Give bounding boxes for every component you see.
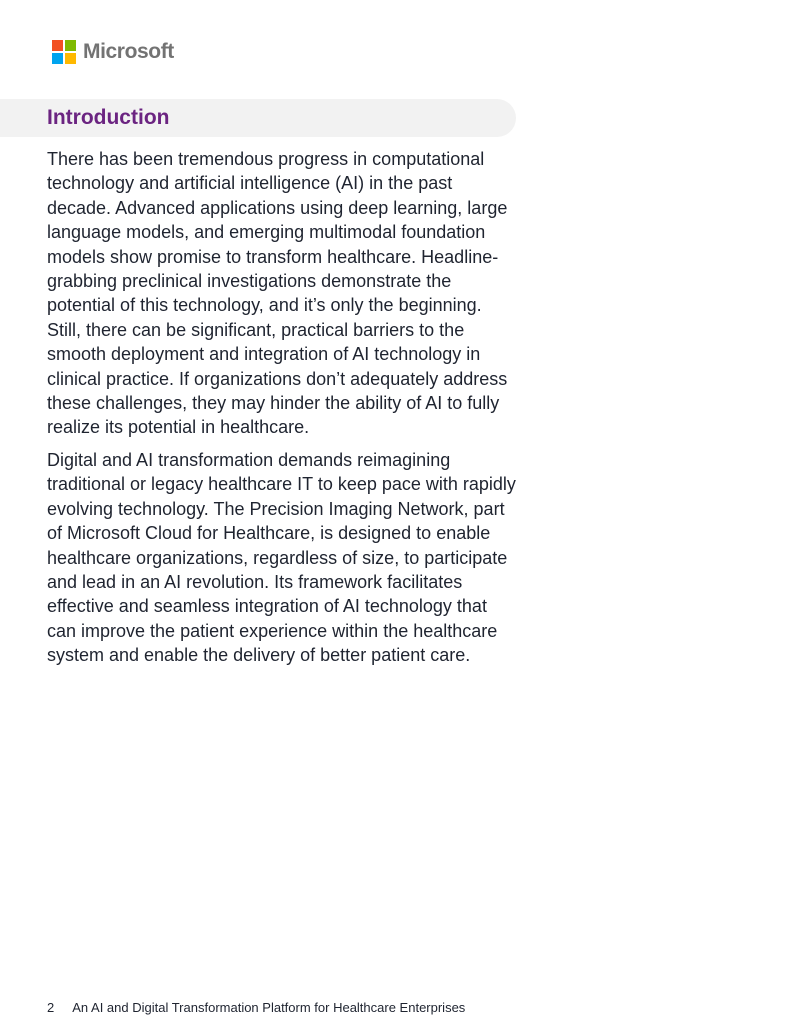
logo-square-red bbox=[52, 40, 63, 51]
logo-square-green bbox=[65, 40, 76, 51]
logo-wordmark: Microsoft bbox=[83, 40, 174, 63]
document-title: An AI and Digital Transformation Platform for Healthcare Enterprises bbox=[72, 1000, 466, 1015]
body-text bbox=[47, 147, 517, 676]
paragraph-1: There has been tremendous progress in computational technology and artificial intelligence (AI) in the past decade. Advanced applications using deep learning, large language models, and emerging multimodal foundation models show promise to transform healthcare. Headline-grabbing preclinical investigations demonstrate the potential of this technology, and it’s only the beginning. Still, there can be significant, practical barriers to the smooth deployment and integration of AI technology in clinical practice. If organizations don’t adequately address these challenges, they may hinder the ability of AI to fully realize its potential in healthcare. bbox=[47, 149, 508, 438]
logo-square-blue bbox=[52, 53, 63, 64]
microsoft-logo-icon bbox=[52, 40, 76, 64]
microsoft-logo bbox=[52, 39, 174, 65]
page-footer bbox=[47, 1000, 465, 1015]
page-number: 2 bbox=[47, 1000, 55, 1015]
logo-square-yellow bbox=[65, 53, 76, 64]
section-title: Introduction bbox=[47, 106, 170, 129]
paragraph-2: Digital and AI transformation demands reimagining traditional or legacy healthcare IT to keep pace with rapidly evolving technology. The Precision Imaging Network, part of Microsoft Cloud for Healthcare, is designed to enable healthcare organizations, regardless of size, to participate and lead in an AI revolution. Its framework facilitates effective and seamless integration of AI technology that can improve the patient experience within the healthcare system and enable the delivery of better patient care. bbox=[47, 449, 516, 666]
